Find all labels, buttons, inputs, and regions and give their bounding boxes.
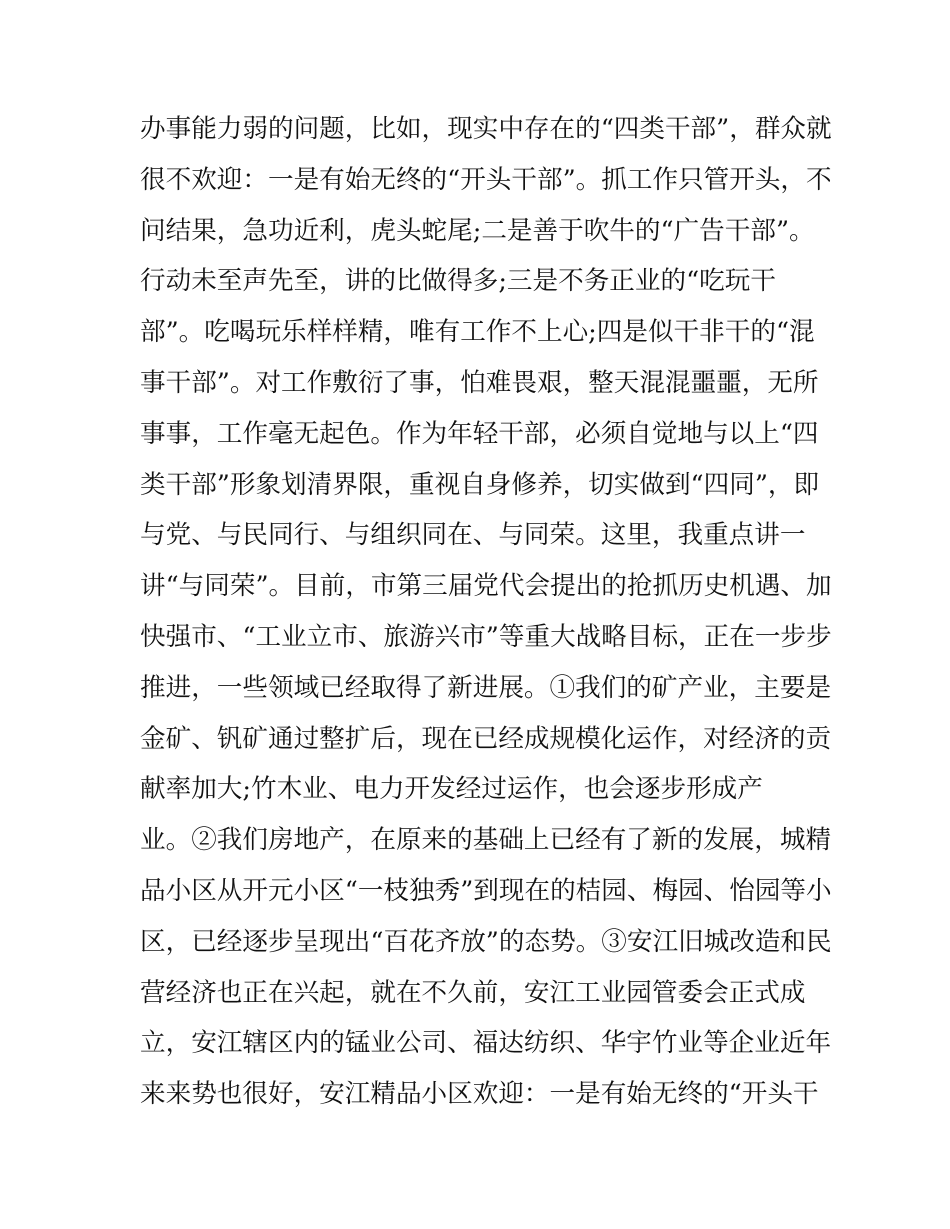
text-line-5: 部”。吃喝玩乐样样精，唯有工作不上心;四是似干非干的“混 xyxy=(140,317,815,348)
text-line-3: 问结果，急功近利，虎头蛇尾;二是善于吹牛的“广告干部”。 xyxy=(140,215,815,246)
text-line-13: 金矿、钒矿通过整扩后，现在已经成规模化运作，对经济的贡 xyxy=(140,723,832,754)
text-line-20: 来来势也很好，安江精品小区欢迎：一是有始无终的“开头干 xyxy=(140,1079,819,1110)
text-line-14: 献率加大;竹木业、电力开发经过运作，也会逐步形成产 xyxy=(140,774,763,805)
text-line-11: 快强市、“工业立市、旅游兴市”等重大战略目标，正在一步步 xyxy=(140,621,832,652)
text-line-10: 讲“与同荣”。目前，市第三届党代会提出的抢抓历史机遇、加 xyxy=(140,571,832,602)
text-line-12: 推进，一些领域已经取得了新进展。①我们的矿产业，主要是 xyxy=(140,672,832,703)
text-line-2: 很不欢迎：一是有始无终的“开头干部”。抓工作只管开头，不 xyxy=(140,164,832,195)
text-line-9: 与党、与民同行、与组织同在、与同荣。这里，我重点讲一 xyxy=(140,520,806,551)
text-line-18: 营经济也正在兴起，就在不久前，安江工业园管委会正式成 xyxy=(140,977,806,1008)
text-line-15: 业。②我们房地产，在原来的基础上已经有了新的发展，城精 xyxy=(140,825,832,856)
text-line-8: 类干部”形象划清界限，重视自身修养，切实做到“四同”，即 xyxy=(140,469,820,500)
text-line-17: 区，已经逐步呈现出“百花齐放”的态势。③安江旧城改造和民 xyxy=(140,926,832,957)
text-line-6: 事干部”。对工作敷衍了事，怕难畏艰，整天混混噩噩，无所 xyxy=(140,367,819,398)
body-text xyxy=(140,104,840,1120)
text-line-16: 品小区从开元小区“一枝独秀”到现在的桔园、梅园、怡园等小 xyxy=(140,875,832,906)
text-line-7: 事事，工作毫无起色。作为年轻干部，必须自觉地与以上“四 xyxy=(140,418,819,449)
text-line-4: 行动未至声先至，讲的比做得多;三是不务正业的“吃玩干 xyxy=(140,266,776,297)
text-line-1: 办事能力弱的问题，比如，现实中存在的“四类干部”，群众就 xyxy=(140,114,832,144)
text-line-19: 立，安江辖区内的锰业公司、福达纺织、华宇竹业等企业近年 xyxy=(140,1028,832,1059)
